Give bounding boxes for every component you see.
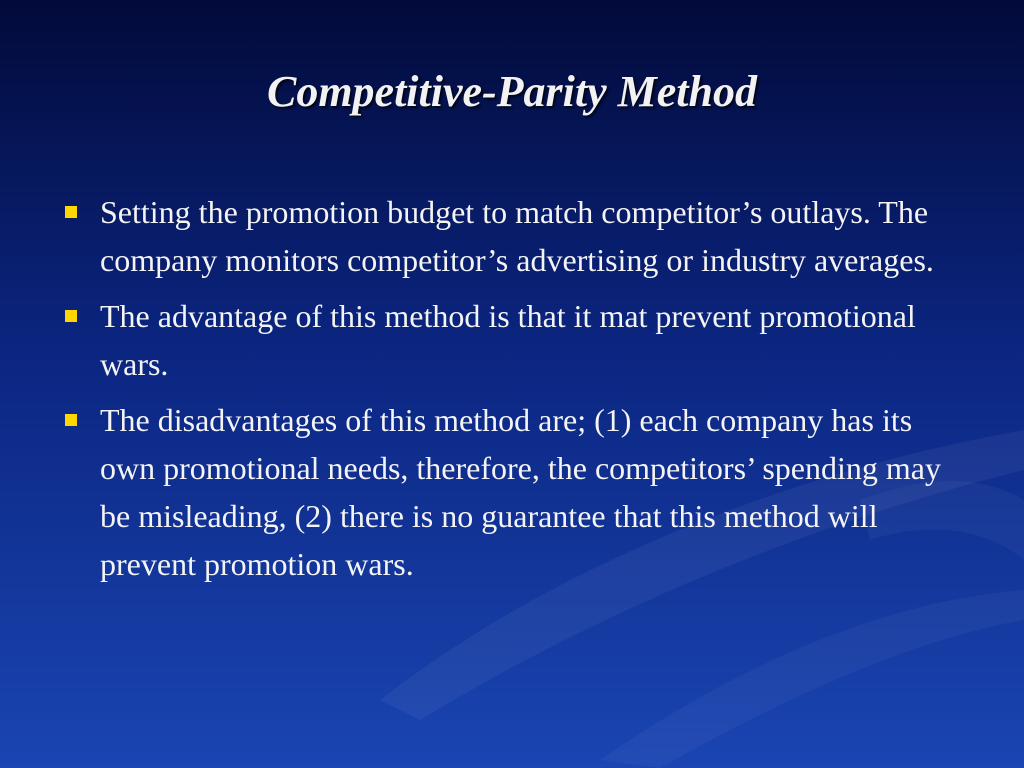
bullet-text: Setting the promotion budget to match competitor’s outlays. The company monitors competitor’s advertising or industry averages. [100,194,934,278]
bullet-text: The advantage of this method is that it mat prevent promotional wars. [100,298,916,382]
bullet-list [62,188,962,596]
bullet-item [62,396,962,588]
square-bullet-icon [65,206,77,218]
bullet-item [62,188,962,284]
bullet-text: The disadvantages of this method are; (1) each company has its own promotional needs, therefore, the competitors’ spending may be misleading, (2) there is no guarantee that this method will prevent promotion wars. [100,402,941,582]
square-bullet-icon [65,414,77,426]
bullet-item [62,292,962,388]
slide-title: Competitive-Parity Method [266,67,758,116]
square-bullet-icon [65,310,77,322]
